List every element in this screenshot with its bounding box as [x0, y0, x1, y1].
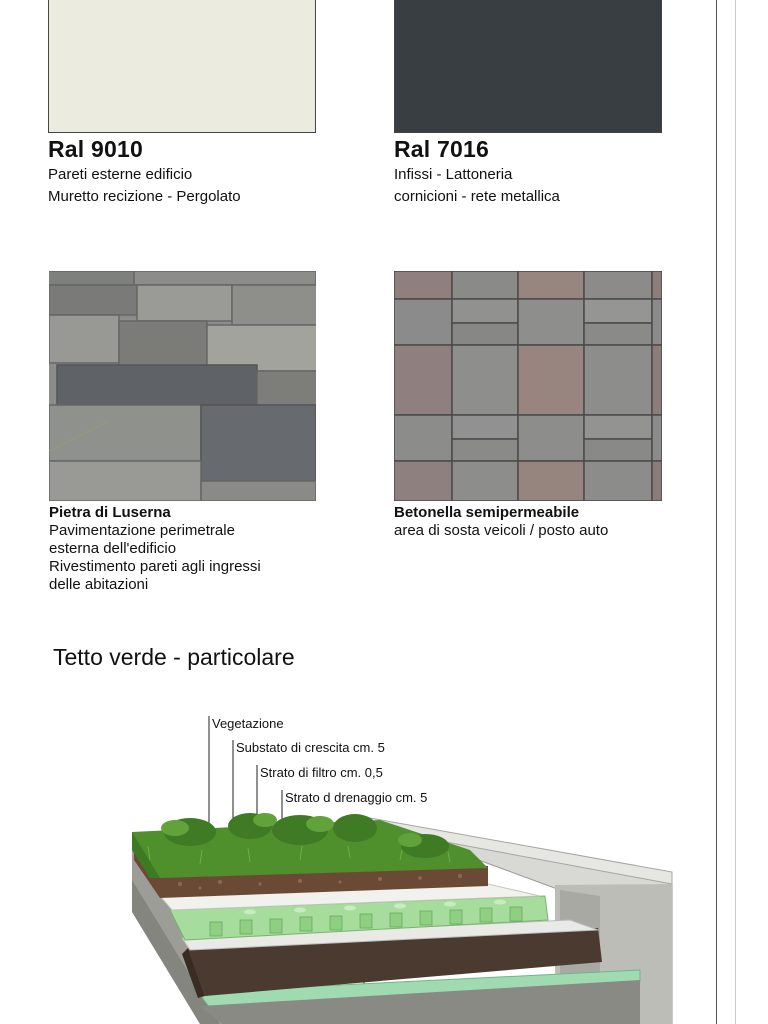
- material-usage-line: esterna dell'edificio: [49, 540, 177, 557]
- layer-label-vegetation: Vegetazione: [212, 716, 284, 731]
- stone-paving-texture-icon: [49, 271, 316, 501]
- color-swatch-ral-7016: [394, 0, 662, 133]
- material-usage-line: area di sosta veicoli / posto auto: [394, 522, 609, 539]
- swatch-code-ral-7016: Ral 7016: [394, 136, 489, 162]
- layer-label-filter: Strato di filtro cm. 0,5: [260, 765, 383, 780]
- material-title-betonella: Betonella semipermeabile: [394, 504, 580, 521]
- swatch-usage-line: Muretto recizione - Pergolato: [48, 188, 241, 205]
- material-usage-line: delle abitazioni: [49, 576, 149, 593]
- layer-label-growth-substrate: Substato di crescita cm. 5: [236, 740, 385, 755]
- section-title-green-roof: Tetto verde - particolare: [53, 644, 295, 670]
- green-roof-section-illustration-icon: [0, 700, 716, 1024]
- margin-rule-light: [735, 0, 736, 1024]
- concrete-block-texture-icon: [394, 271, 662, 501]
- material-title-pietra-di-luserna: Pietra di Luserna: [49, 504, 171, 521]
- material-usage-line: Rivestimento pareti agli ingressi: [49, 558, 261, 575]
- margin-rule-dark: [716, 0, 717, 1024]
- swatch-usage-line: cornicioni - rete metallica: [394, 188, 560, 205]
- material-usage-line: Pavimentazione perimetrale: [49, 522, 235, 539]
- color-swatch-ral-9010: [48, 0, 316, 133]
- swatch-usage-line: Infissi - Lattoneria: [394, 166, 513, 183]
- swatch-code-ral-9010: Ral 9010: [48, 136, 143, 162]
- swatch-usage-line: Pareti esterne edificio: [48, 166, 193, 183]
- layer-label-drainage: Strato d drenaggio cm. 5: [285, 790, 428, 805]
